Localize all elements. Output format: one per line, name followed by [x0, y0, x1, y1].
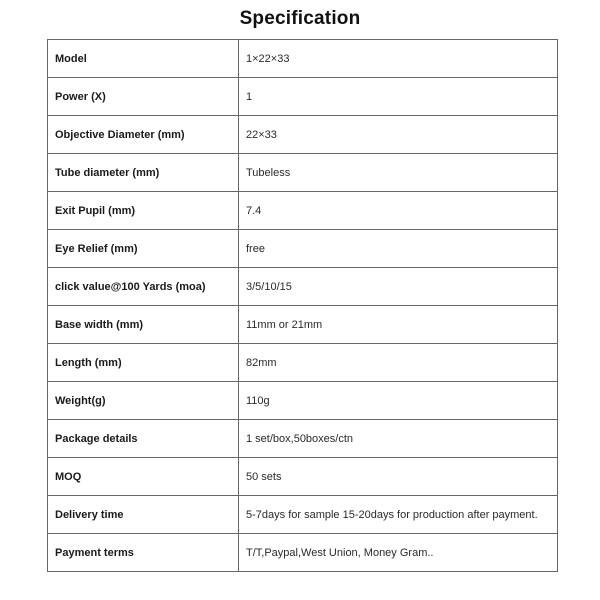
table-row [48, 268, 558, 306]
spec-label: Model [48, 40, 239, 78]
spec-label: Base width (mm) [48, 306, 239, 344]
spec-value: 22×33 [239, 116, 558, 154]
specification-table [47, 39, 558, 572]
table-row [48, 496, 558, 534]
table-row [48, 420, 558, 458]
table-row [48, 306, 558, 344]
table-row [48, 116, 558, 154]
spec-label: Weight(g) [48, 382, 239, 420]
spec-label: Delivery time [48, 496, 239, 534]
spec-label: Tube diameter (mm) [48, 154, 239, 192]
table-row [48, 382, 558, 420]
spec-value: 110g [239, 382, 558, 420]
spec-label: Exit Pupil (mm) [48, 192, 239, 230]
spec-label: Package details [48, 420, 239, 458]
spec-value: T/T,Paypal,West Union, Money Gram.. [239, 534, 558, 572]
spec-value: 1 [239, 78, 558, 116]
spec-value: free [239, 230, 558, 268]
spec-value: 50 sets [239, 458, 558, 496]
spec-value: 11mm or 21mm [239, 306, 558, 344]
spec-label: click value@100 Yards (moa) [48, 268, 239, 306]
table-row [48, 458, 558, 496]
table-row [48, 230, 558, 268]
spec-label: Length (mm) [48, 344, 239, 382]
table-row [48, 534, 558, 572]
spec-value: 3/5/10/15 [239, 268, 558, 306]
spec-value: 7.4 [239, 192, 558, 230]
spec-label: Objective Diameter (mm) [48, 116, 239, 154]
spec-label: MOQ [48, 458, 239, 496]
table-row [48, 40, 558, 78]
table-row [48, 78, 558, 116]
spec-value: 5-7days for sample 15-20days for production after payment. [239, 496, 558, 534]
table-row [48, 154, 558, 192]
spec-label: Payment terms [48, 534, 239, 572]
spec-value: 82mm [239, 344, 558, 382]
table-row [48, 344, 558, 382]
table-row [48, 192, 558, 230]
spec-value: 1×22×33 [239, 40, 558, 78]
spec-value: 1 set/box,50boxes/ctn [239, 420, 558, 458]
spec-value: Tubeless [239, 154, 558, 192]
spec-label: Power (X) [48, 78, 239, 116]
page-title: Specification [239, 8, 361, 29]
spec-label: Eye Relief (mm) [48, 230, 239, 268]
